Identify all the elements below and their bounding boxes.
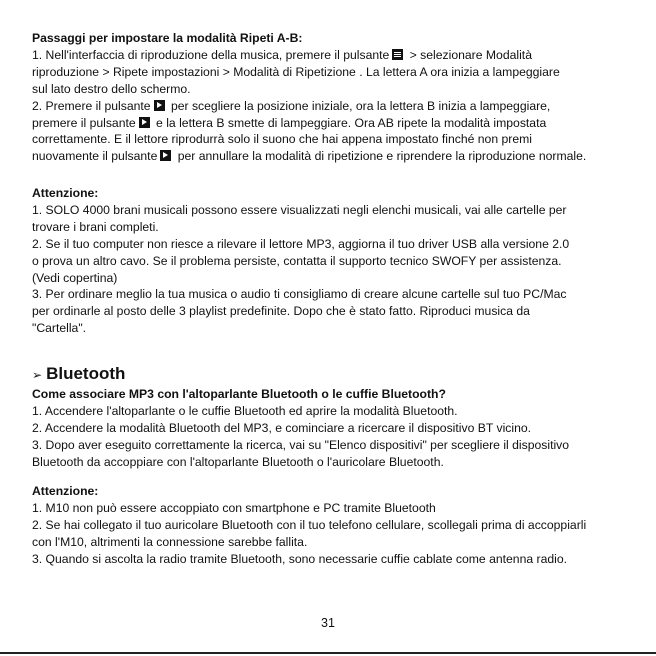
step2-text-d: per annullare la modalità di ripetizione e riprendere la riproduzione normale. (174, 149, 587, 164)
ab-repeat-section (32, 30, 632, 165)
bottom-divider (0, 652, 656, 654)
ab-repeat-step-2 (32, 98, 632, 166)
step1-text-b: > selezionare Modalità riproduzione > Ripete impostazioni > Modalità di Ripetizione . La lettera A ora inizia a lampeggiare sul lato destro dello schermo. (32, 47, 560, 96)
attention-heading: Attenzione: (32, 484, 99, 498)
step2-text-a: 2. Premere il pulsante (32, 98, 151, 113)
attention-item: 1. M10 non può essere accoppiato con smartphone e PC tramite Bluetooth (32, 500, 436, 515)
step1-text-a: 1. Nell'interfaccia di riproduzione della musica, premere il pulsante (32, 47, 390, 62)
play-next-icon (154, 100, 165, 111)
arrow-bullet-icon: ➢ (32, 368, 43, 382)
attention-item: 2. Se hai collegato il tuo auricolare Bluetooth con il tuo telefono cellulare, scollegali prima di accoppiarli con l'M10, altrimenti la connessione sarebbe fallita. (32, 517, 587, 549)
page-number: 31 (321, 616, 335, 630)
bluetooth-title (32, 364, 125, 385)
attention-item: 1. SOLO 4000 brani musicali possono essere visualizzati negli elenchi musicali, vai alle cartelle per trovare i brani completi. (32, 202, 567, 234)
ab-repeat-step-1 (32, 47, 632, 98)
attention-item: 3. Per ordinare meglio la tua musica o audio ti consigliamo di creare alcune cartelle sul tuo PC/Mac per ordinarle al posto delle 3 playlist predefinite. Dopo che è stato fatto. Riproduci musica da "Cartella". (32, 287, 567, 336)
bluetooth-title-text: Bluetooth (46, 364, 126, 383)
attention-section-1 (32, 185, 632, 337)
attention-item: 2. Se il tuo computer non riesce a rilevare il lettore MP3, aggiorna il tuo driver USB alla versione 2.0 o prova un altro cavo. Se il problema persiste, contatta il supporto tecnico SWOFY per assistenza. (Vedi copertina) (32, 236, 570, 285)
attention-item: 3. Quando si ascolta la radio tramite Bluetooth, sono necessarie cuffie cablate come antenna radio. (32, 551, 567, 566)
menu-icon (392, 49, 403, 60)
bluetooth-section (32, 386, 632, 471)
ab-repeat-heading: Passaggi per impostare la modalità Ripeti A-B: (32, 31, 303, 45)
bluetooth-step: 1. Accendere l'altoparlante o le cuffie Bluetooth ed aprire la modalità Bluetooth. (32, 403, 458, 418)
bluetooth-step: 2. Accendere la modalità Bluetooth del MP3, e cominciare a ricercare il dispositivo BT vicino. (32, 420, 532, 435)
step2-text-c: e la lettera B smette di lampeggiare. Ora AB ripete la modalità impostata correttamente. E il lettore riprodurrà solo il suono che hai appena impostato finché non premi nuovamente il pulsante (32, 115, 547, 164)
play-next-icon (139, 117, 150, 128)
play-next-icon (160, 150, 171, 161)
bluetooth-question: Come associare MP3 con l'altoparlante Bluetooth o le cuffie Bluetooth? (32, 387, 446, 401)
attention-section-2 (32, 483, 632, 568)
step2-text-b: per scegliere la posizione iniziale, ora la lettera B inizia a lampeggiare, premere il pulsante (32, 98, 551, 130)
bluetooth-step: 3. Dopo aver eseguito correttamente la ricerca, vai su "Elenco dispositivi" per scegliere il dispositivo Bluetooth da accoppiare con l'altoparlante Bluetooth o l'auricolare Bluetooth. (32, 437, 570, 469)
attention-heading: Attenzione: (32, 186, 99, 200)
